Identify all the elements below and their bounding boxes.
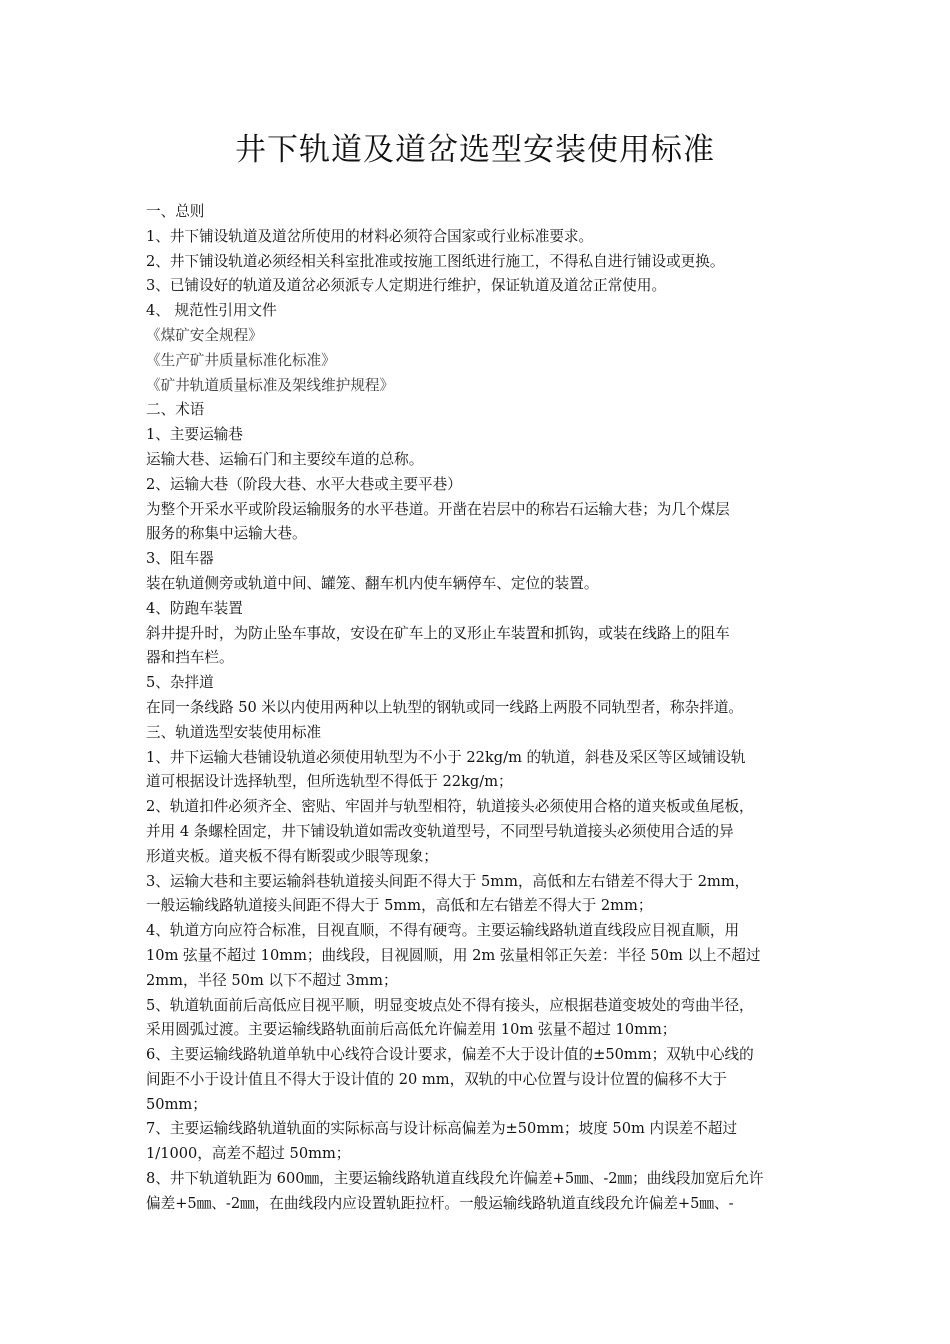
paragraph-line: 8、井下轨道轨距为 600㎜，主要运输线路轨道直线段允许偏差+5㎜、-2㎜；曲线段加宽后允许: [146, 1170, 764, 1188]
reference-document: 《矿井轨道质量标准及架线维护规程》: [146, 376, 395, 394]
term-heading: 5、杂拌道: [146, 674, 214, 692]
term-definition: 斜井提升时，为防止坠车事故，安设在矿车上的叉形止车装置和抓钩，或装在线路上的阻车: [146, 624, 730, 642]
paragraph-line: 一般运输线路轨道接头间距不得大于 5mm，高低和左右错差不得大于 2mm；: [146, 897, 653, 915]
paragraph-line: 2mm，半径 50m 以下不超过 3mm；: [146, 971, 398, 989]
paragraph-line: 形道夹板。道夹板不得有断裂或少眼等现象；: [146, 847, 438, 865]
section-heading-track-standard: 三、轨道选型安装使用标准: [146, 723, 322, 741]
paragraph-line: 6、主要运输线路轨道单轨中心线符合设计要求，偏差不大于设计值的±50mm；双轨中心线的: [146, 1046, 754, 1064]
paragraph-line: 10m 弦量不超过 10mm；曲线段，目视圆顺，用 2m 弦量相邻正矢差：半径 50m 以上不超过: [146, 946, 761, 964]
paragraph-line: 并用 4 条螺栓固定，井下铺设轨道如需改变轨道型号，不同型号轨道接头必须使用合适的异: [146, 822, 734, 840]
document-body: [146, 200, 814, 1217]
term-definition: 服务的称集中运输大巷。: [146, 525, 307, 543]
paragraph-line: 1、井下铺设轨道及道岔所使用的材料必须符合国家或行业标准要求。: [146, 227, 594, 245]
term-definition: 为整个开采水平或阶段运输服务的水平巷道。开凿在岩层中的称岩石运输大巷；为几个煤层: [146, 500, 730, 518]
paragraph-line: 2、井下铺设轨道必须经相关科室批准或按施工图纸进行施工，不得私自进行铺设或更换。: [146, 252, 725, 270]
paragraph-line: 间距不小于设计值且不得大于设计值的 20 mm，双轨的中心位置与设计位置的偏移不大于: [146, 1070, 727, 1088]
paragraph-line: 4、轨道方向应符合标准，目视直顺，不得有硬弯。主要运输线路轨道直线段应目视直顺，用: [146, 922, 740, 940]
term-heading: 4、防跑车装置: [146, 599, 243, 617]
term-definition: 运输大巷、运输石门和主要绞车道的总称。: [146, 450, 424, 468]
reference-document: 《生产矿井质量标准化标准》: [146, 351, 336, 369]
paragraph-line: 3、已铺设好的轨道及道岔必须派专人定期进行维护，保证轨道及道岔正常使用。: [146, 277, 667, 295]
paragraph-line: 4、 规范性引用文件: [146, 302, 277, 320]
paragraph-line: 7、主要运输线路轨道轨面的实际标高与设计标高偏差为±50mm；坡度 50m 内误差不超过: [146, 1120, 738, 1138]
term-heading: 2、运输大巷（阶段大巷、水平大巷或主要平巷）: [146, 475, 462, 493]
paragraph-line: 3、运输大巷和主要运输斜巷轨道接头间距不得大于 5mm，高低和左右错差不得大于 2mm，: [146, 872, 750, 890]
section-heading-terms: 二、术语: [146, 401, 205, 419]
section-heading-general: 一、总则: [146, 203, 205, 220]
paragraph-line: 2、轨道扣件必须齐全、密贴、牢固并与轨型相符，轨道接头必须使用合格的道夹板或鱼尾板，: [146, 798, 754, 816]
paragraph-line: 道可根据设计选择轨型，但所选轨型不得低于 22kg/m；: [146, 773, 513, 791]
reference-document: 《煤矿安全规程》: [146, 326, 263, 344]
term-definition: 器和挡车栏。: [146, 649, 234, 667]
term-definition: 装在轨道侧旁或轨道中间、罐笼、翻车机内使车辆停车、定位的装置。: [146, 574, 599, 592]
paragraph-line: 偏差+5㎜、-2㎜，在曲线段内应设置轨距拉杆。一般运输线路轨道直线段允许偏差+5㎜、-: [146, 1194, 734, 1212]
paragraph-line: 1/1000，高差不超过 50mm；: [146, 1145, 351, 1163]
paragraph-line: 50mm；: [146, 1095, 207, 1113]
term-heading: 3、阻车器: [146, 550, 214, 568]
paragraph-line: 采用圆弧过渡。主要运输线路轨面前后高低允许偏差用 10m 弦量不超过 10mm；: [146, 1021, 677, 1039]
document-title: 井下轨道及道岔选型安装使用标准: [235, 132, 715, 168]
term-definition: 在同一条线路 50 米以内使用两种以上轨型的钢轨或同一线路上两股不同轨型者，称杂拌道。: [146, 698, 744, 716]
paragraph-line: 1、井下运输大巷铺设轨道必须使用轨型为不小于 22kg/m 的轨道，斜巷及采区等区域铺设轨: [146, 748, 746, 766]
paragraph-line: 5、轨道轨面前后高低应目视平顺，明显变坡点处不得有接头，应根据巷道变坡处的弯曲半径，: [146, 996, 754, 1014]
term-heading: 1、主要运输巷: [146, 426, 243, 444]
